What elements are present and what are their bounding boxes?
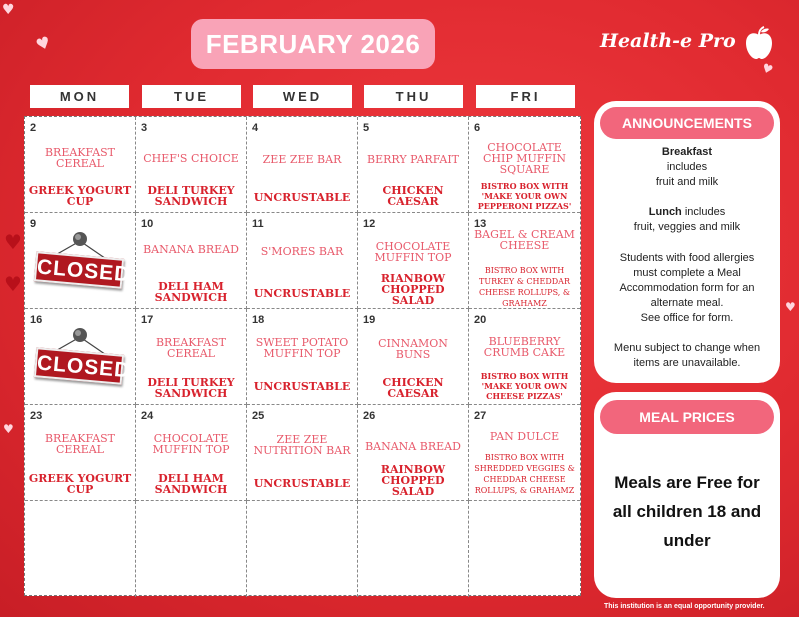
allergy-line: alternate meal. [650, 297, 724, 309]
date-number: 25 [252, 410, 265, 422]
page-title: FEBRUARY 2026 [191, 19, 435, 69]
announcements-heading: ANNOUNCEMENTS [600, 107, 774, 139]
breakfast-label: Breakfast [661, 146, 713, 158]
day-cell [247, 309, 358, 405]
day-cell [358, 405, 469, 501]
breakfast-item: S'MORES BAR [260, 245, 344, 258]
day-cell [25, 213, 136, 309]
menu-change-info [594, 341, 780, 371]
day-cell [25, 117, 136, 213]
heart-icon: ♥ [33, 32, 54, 55]
date-number: 24 [141, 410, 154, 422]
lunch-item: DELI HAM SANDWICH [154, 280, 228, 304]
lunch-item: DELI TURKEY SANDWICH [147, 376, 235, 400]
day-cell [358, 117, 469, 213]
date-number: 17 [141, 314, 154, 326]
breakfast-item: CHOCOLATE MUFFIN TOP [374, 240, 452, 264]
lunch-item: CHICKEN CAESAR [382, 376, 444, 400]
date-number: 16 [30, 314, 43, 326]
date-number: 19 [363, 314, 376, 326]
lunch-item: BISTRO BOX WITH 'MAKE YOUR OWN PEPPERONI PIZZAS' [477, 181, 572, 211]
day-cell [247, 405, 358, 501]
day-cell-empty [247, 501, 358, 597]
price-line: under [663, 531, 711, 550]
heart-icon: ♥ [759, 60, 775, 78]
date-number: 12 [363, 218, 376, 230]
breakfast-item: BERRY PARFAIT [366, 153, 460, 166]
date-number: 6 [474, 122, 481, 134]
lunch-item: BISTRO BOX WITH SHREDDED VEGGIES & CHEDDAR CHEESE ROLLUPS, & GRAHAMZ [474, 453, 575, 495]
lunch-item: UNCRUSTABLE [253, 380, 351, 393]
breakfast-item: PAN DULCE [489, 430, 560, 443]
lunch-item: BISTRO BOX WITH 'MAKE YOUR OWN CHEESE PIZZAS' [480, 371, 569, 401]
breakfast-item: BANANA BREAD [143, 243, 239, 256]
day-cell [469, 405, 580, 501]
breakfast-item: CHOCOLATE MUFFIN TOP [152, 432, 230, 456]
day-cell [469, 213, 580, 309]
meal-prices-heading: MEAL PRICES [600, 400, 774, 434]
day-cell [469, 309, 580, 405]
closed-sign [31, 325, 132, 389]
heart-icon: ♥ [3, 422, 14, 436]
lunch-item: RIANBOW CHOPPED SALAD [380, 272, 446, 307]
day-cell-empty [358, 501, 469, 597]
date-number: 10 [141, 218, 154, 230]
breakfast-item: BANANA BREAD [365, 440, 461, 453]
day-cell [136, 309, 247, 405]
lunch-line: includes [681, 206, 726, 218]
date-number: 5 [363, 122, 370, 134]
change-line: items are unavailable. [633, 357, 741, 369]
date-number: 20 [474, 314, 487, 326]
day-cell [25, 405, 136, 501]
day-cell-empty [25, 501, 136, 597]
price-line: all children 18 and [612, 502, 762, 521]
lunch-label: Lunch [648, 206, 682, 218]
change-line: Menu subject to change when [613, 342, 761, 354]
closed-label: CLOSED [34, 251, 124, 289]
day-cell [25, 309, 136, 405]
breakfast-item: BLUEBERRY CRUMB CAKE [483, 335, 566, 359]
calendar-grid [24, 116, 581, 596]
meal-prices-text [594, 468, 780, 555]
lunch-item: UNCRUSTABLE [253, 477, 351, 490]
day-header-tue: TUE [142, 85, 241, 108]
day-cell [358, 213, 469, 309]
date-number: 27 [474, 410, 487, 422]
allergy-line: Accommodation form for an [619, 282, 755, 294]
heart-icon: ♥ [4, 272, 22, 296]
lunch-item: UNCRUSTABLE [253, 191, 351, 204]
breakfast-line: fruit and milk [655, 176, 719, 188]
date-number: 3 [141, 122, 148, 134]
breakfast-item: CHEF'S CHOICE [143, 152, 239, 165]
apple-icon [744, 26, 774, 60]
meal-prices-panel [594, 392, 780, 598]
breakfast-item: BREAKFAST CEREAL [44, 432, 116, 456]
breakfast-item: CHOCOLATE CHIP MUFFIN SQUARE [482, 141, 567, 176]
day-header-mon: MON [30, 85, 129, 108]
allergy-line: See office for form. [640, 312, 734, 324]
date-number: 18 [252, 314, 265, 326]
breakfast-info [594, 145, 780, 190]
announcements-panel [594, 101, 780, 383]
day-cell [247, 213, 358, 309]
allergy-line: must complete a Meal [633, 267, 741, 279]
heart-icon: ♥ [4, 230, 22, 254]
date-number: 23 [30, 410, 43, 422]
breakfast-line: includes [666, 161, 708, 173]
brand-name: Health-e Pro [600, 30, 736, 52]
day-cell-empty [136, 501, 247, 597]
lunch-item: CHICKEN CAESAR [382, 184, 444, 208]
day-cell [136, 405, 247, 501]
allergy-info [594, 251, 780, 326]
day-header-thu: THU [364, 85, 463, 108]
day-header-wed: WED [253, 85, 352, 108]
day-cell [358, 309, 469, 405]
lunch-item: DELI HAM SANDWICH [154, 472, 228, 496]
closed-sign [31, 229, 132, 293]
closed-label: CLOSED [34, 347, 124, 385]
breakfast-item: CINNAMON BUNS [378, 337, 448, 361]
breakfast-item: BREAKFAST CEREAL [44, 146, 116, 170]
breakfast-item: ZEE ZEE BAR [262, 153, 342, 166]
day-cell [136, 117, 247, 213]
equal-opportunity-note: This institution is an equal opportunity provider. [604, 603, 765, 610]
lunch-item: RAINBOW CHOPPED SALAD [380, 463, 446, 498]
breakfast-item: SWEET POTATO MUFFIN TOP [255, 336, 349, 360]
date-number: 11 [252, 218, 264, 230]
lunch-item: GREEK YOGURT CUP [28, 184, 132, 208]
lunch-item: GREEK YOGURT CUP [28, 472, 132, 496]
heart-icon: ♥ [785, 300, 796, 314]
price-line: Meals are Free for [614, 473, 760, 492]
lunch-item: DELI TURKEY SANDWICH [147, 184, 235, 208]
day-cell-empty [469, 501, 580, 597]
date-number: 4 [252, 122, 259, 134]
date-number: 2 [30, 122, 37, 134]
allergy-line: Students with food allergies [619, 252, 755, 264]
day-cell [136, 213, 247, 309]
breakfast-item: BAGEL & CREAM CHEESE [474, 228, 575, 252]
day-cell [469, 117, 580, 213]
lunch-item: UNCRUSTABLE [253, 287, 351, 300]
day-cell [247, 117, 358, 213]
lunch-info [594, 205, 780, 235]
lunch-line: fruit, veggies and milk [633, 221, 741, 233]
breakfast-item: ZEE ZEE NUTRITION BAR [253, 433, 351, 457]
heart-icon: ♥ [2, 2, 15, 18]
date-number: 9 [30, 218, 37, 230]
lunch-item: BISTRO BOX WITH TURKEY & CHEDDAR CHEESE ROLLUPS, & GRAHAMZ [479, 266, 570, 308]
date-number: 26 [363, 410, 376, 422]
date-number: 13 [474, 218, 487, 230]
day-header-fri: FRI [476, 85, 575, 108]
breakfast-item: BREAKFAST CEREAL [155, 336, 227, 360]
